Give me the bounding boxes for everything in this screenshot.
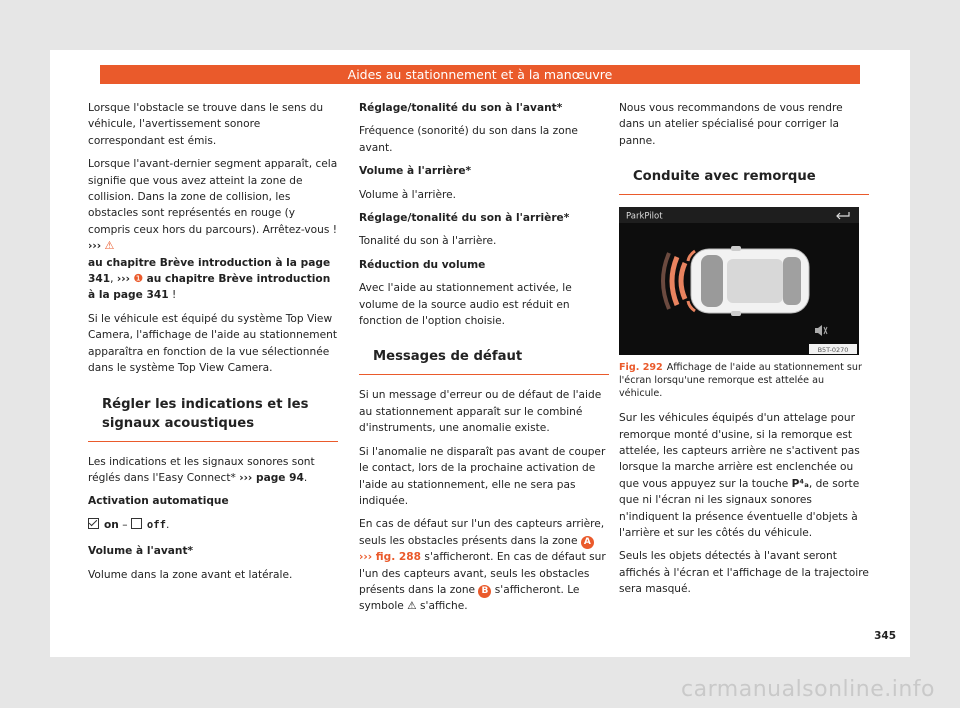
screen-title: ParkPilot: [626, 211, 663, 222]
paragraph: Sur les véhicules équipés d'un attelage pour remorque monté d'usine, si la remorque est attelée, les capteurs arrière ne s'activent pas lorsque la marche arrière est enclenchée ou que vous appuyez sur la touche P⁴ₐ, de sorte que ni l'écran ni les signaux sonores n'indiquent la présence éventuelle d'objets à l'arrière et sur les côtés du véhicule.: [619, 412, 860, 540]
setting-heading: Réduction du volume: [359, 258, 486, 271]
paragraph: Les indications et les signaux sonores sont réglés dans l'Easy Connect* ››› page 94.: [88, 455, 315, 484]
figure-reference-link[interactable]: ››› fig. 288: [359, 551, 422, 564]
watermark: carmanualsonline.info: [681, 677, 935, 702]
zone-a-badge: A: [581, 536, 594, 549]
page-reference-link[interactable]: ››› page 94: [239, 471, 304, 484]
paragraph: Tonalité du son à l'arrière.: [359, 235, 497, 248]
cross-reference-link[interactable]: au chapitre Brève introduction à la page 341: [88, 256, 331, 286]
paragraph: Nous vous recommandons de vous rendre dans un atelier spécialisé pour corriger la panne.: [619, 102, 843, 147]
setting-heading: Réglage/tonalité du son à l'arrière*: [359, 212, 570, 225]
cross-ref-arrow: ›››: [88, 240, 102, 253]
paragraph: Si l'anomalie ne disparaît pas avant de couper le contact, lors de la prochaine activation de l'aide au stationnement, elle ne sera pas indiquée.: [359, 445, 606, 507]
warning-triangle-icon: ⚠: [104, 239, 115, 253]
paragraph: Avec l'aide au stationnement activée, le volume de la source audio est réduit en fonction de l'option choisie.: [359, 282, 572, 328]
paragraph: En cas de défaut sur l'un des capteurs arrière, seuls les obstacles présents dans la zone A ››› fig. 288 s'afficheront. En cas de défaut sur l'un des capteurs avant, seuls les obstacles présents dans la zone B s'afficheront. Le symbole ⚠ s'affiche.: [359, 518, 606, 613]
paragraph: Seuls les objets détectés à l'avant seront affichés à l'écran et l'affichage de la trajectoire sera masqué.: [619, 550, 869, 596]
checkbox-checked-icon: [88, 518, 99, 529]
page-number: 345: [874, 630, 896, 642]
figure-caption: Fig. 292 Affichage de l'aide au stationnement sur l'écran lorsqu'une remorque est attelée au véhicule.: [619, 362, 862, 400]
column-2: [359, 100, 609, 622]
warning-triangle-icon: ⚠: [407, 600, 417, 613]
chapter-header: Aides au stationnement et à la manœuvre: [100, 65, 860, 84]
checkbox-empty-icon: [131, 518, 142, 529]
section-title: Conduite avec remorque: [619, 161, 869, 195]
paragraph: Lorsque l'avant-dernier segment apparaît, cela signifie que vous avez atteint la zone de collision. Dans la zone de collision, les obstacles sont représentés en rouge (y compris ceux hors du parcours). Arrêtez-vous ! ››› ⚠ au chapitre Brève introduction à la page 341, ››› ❶ au chapitre Brève introduction à la page 341 !: [88, 158, 338, 302]
figure-code: B5T-0270: [817, 346, 849, 355]
paragraph: Volume dans la zone avant et latérale.: [88, 568, 293, 581]
exclamation-circle-icon: ❶: [133, 272, 144, 286]
on-off-option: on – off.: [88, 517, 338, 533]
parkpilot-figure: [619, 207, 859, 355]
column-3: [619, 100, 869, 605]
car-top-view: [691, 246, 809, 316]
column-1: [88, 100, 338, 590]
paragraph: Lorsque l'obstacle se trouve dans le sens du véhicule, l'avertissement sonore correspondant est émis.: [88, 102, 324, 147]
paragraph: Si un message d'erreur ou de défaut de l'aide au stationnement apparaît sur le combiné d'instruments, une anomalie existe.: [359, 389, 602, 435]
setting-heading: Volume à l'avant*: [88, 545, 194, 558]
paragraph: Fréquence (sonorité) du son dans la zone avant.: [359, 125, 578, 154]
manual-page: [50, 50, 910, 657]
setting-heading: Volume à l'arrière*: [359, 165, 472, 178]
section-title: Messages de défaut: [359, 341, 609, 375]
setting-heading: Réglage/tonalité du son à l'avant*: [359, 102, 563, 114]
park-assist-key: P⁴ₐ: [791, 477, 809, 490]
paragraph: Si le véhicule est équipé du système Top View Camera, l'affichage de l'aide au stationnement apparaîtra en fonction de la vue sélectionnée dans le système Top View Camera.: [88, 312, 338, 375]
paragraph: Volume à l'arrière.: [359, 188, 456, 201]
setting-heading: Activation automatique: [88, 495, 229, 508]
section-title: Régler les indications et les signaux acoustiques: [88, 389, 338, 442]
zone-b-badge: B: [478, 585, 491, 598]
cross-reference-link[interactable]: au chapitre Brève introduction à la page 341: [88, 273, 331, 302]
parkpilot-screen-illustration: [619, 207, 859, 355]
